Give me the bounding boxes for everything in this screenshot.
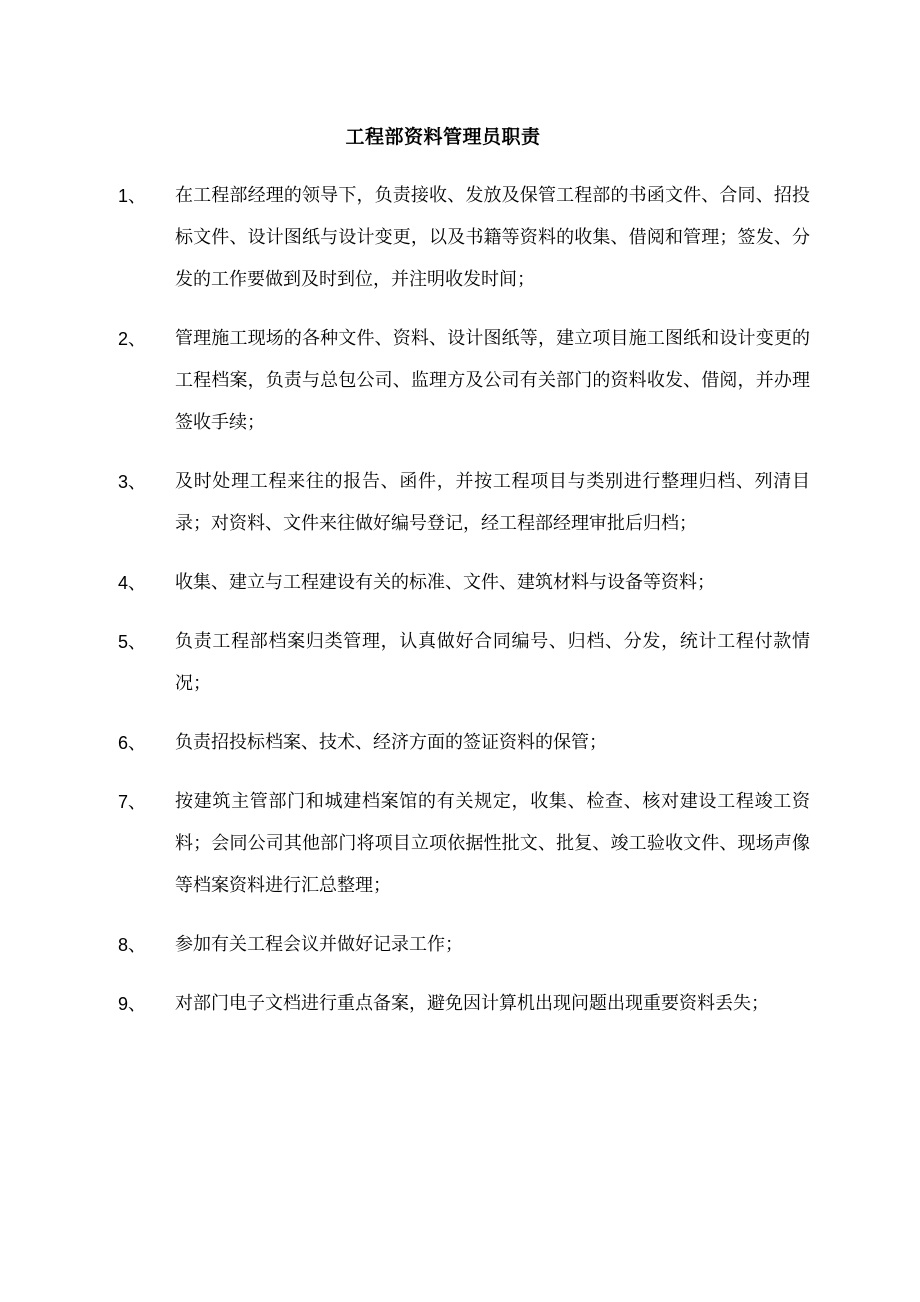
item-number: 8、 — [118, 935, 147, 955]
list-item — [0, 562, 920, 604]
item-text: 在工程部经理的领导下，负责接收、发放及保管工程部的书函文件、合同、招投标文件、设计图纸与设计变更，以及书籍等资料的收集、借阅和管理；签发、分发的工作要做到及时到位，并注明收发时间； — [175, 185, 810, 290]
list-item — [0, 983, 920, 1025]
item-text: 收集、建立与工程建设有关的标准、文件、建筑材料与设备等资料； — [175, 572, 715, 593]
item-number: 7、 — [118, 792, 147, 812]
list-item — [0, 621, 920, 705]
list-item — [0, 461, 920, 545]
item-text: 及时处理工程来往的报告、函件，并按工程项目与类别进行整理归档、列清目录；对资料、文件来往做好编号登记，经工程部经理审批后归档； — [175, 471, 810, 534]
item-number: 9、 — [118, 994, 147, 1014]
item-text: 负责工程部档案归类管理，认真做好合同编号、归档、分发，统计工程付款情况； — [175, 631, 810, 694]
item-text: 对部门电子文档进行重点备案，避免因计算机出现问题出现重要资料丢失； — [175, 993, 769, 1014]
list-item — [0, 781, 920, 907]
item-text: 按建筑主管部门和城建档案馆的有关规定，收集、检查、核对建设工程竣工资料；会同公司其他部门将项目立项依据性批文、批复、竣工验收文件、现场声像等档案资料进行汇总整理； — [175, 791, 810, 896]
item-text: 参加有关工程会议并做好记录工作； — [175, 934, 463, 955]
item-number: 4、 — [118, 573, 147, 593]
list-item — [0, 722, 920, 764]
item-number: 2、 — [118, 329, 147, 349]
document-title: 工程部资料管理员职责 — [345, 126, 541, 148]
item-text: 管理施工现场的各种文件、资料、设计图纸等，建立项目施工图纸和设计变更的工程档案，负责与总包公司、监理方及公司有关部门的资料收发、借阅，并办理签收手续； — [175, 328, 810, 433]
list-item — [0, 318, 920, 444]
item-number: 5、 — [118, 632, 147, 652]
item-number: 6、 — [118, 733, 147, 753]
list-item — [0, 924, 920, 966]
list-item — [0, 175, 920, 301]
duty-list — [0, 175, 920, 1042]
item-number: 1、 — [118, 186, 147, 206]
item-number: 3、 — [118, 472, 147, 492]
item-text: 负责招投标档案、技术、经济方面的签证资料的保管； — [175, 732, 607, 753]
